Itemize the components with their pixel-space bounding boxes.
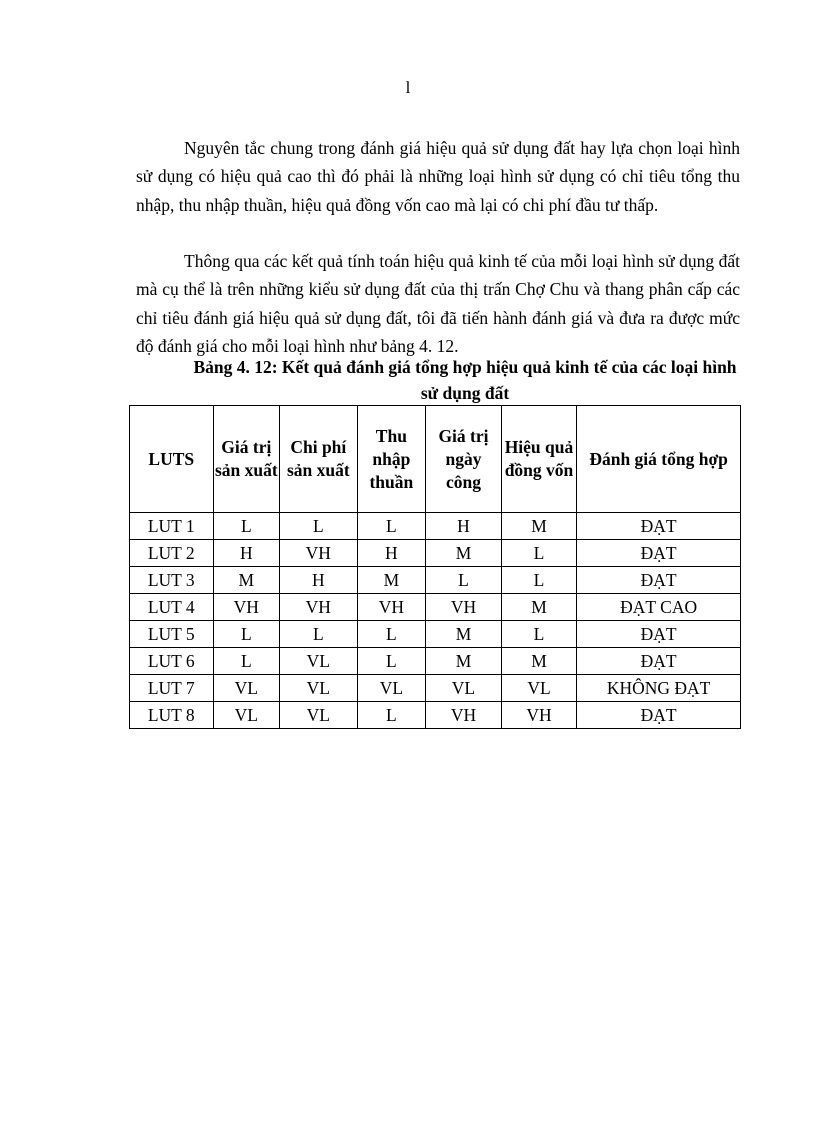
cell-production-value: VH [213,594,280,621]
cell-workday-value: M [426,540,502,567]
cell-workday-value: M [426,621,502,648]
cell-overall-assessment: ĐẠT [577,702,741,729]
cell-production-value: M [213,567,280,594]
table-header-row [130,406,741,513]
cell-lut: LUT 6 [130,648,214,675]
cell-production-value: L [213,648,280,675]
cell-production-value: VL [213,675,280,702]
cell-net-income: L [357,621,426,648]
cell-lut: LUT 7 [130,675,214,702]
table-row [130,594,741,621]
cell-capital-efficiency: L [501,540,577,567]
cell-capital-efficiency: VL [501,675,577,702]
cell-production-cost: VH [280,594,357,621]
cell-workday-value: L [426,567,502,594]
table-row [130,513,741,540]
cell-net-income: L [357,648,426,675]
cell-capital-efficiency: M [501,648,577,675]
table-row [130,567,741,594]
header-workday-value: Giá trị ngày công [426,406,502,513]
cell-capital-efficiency: L [501,567,577,594]
paragraph-evaluation: Thông qua các kết quả tính toán hiệu quả kinh tế của mỗi loại hình sử dụng đất mà cụ thể là trên những kiểu sử dụng đất của thị trấn Chợ Chu và thang phân cấp các chỉ tiêu đánh giá hiệu quả sử dụng đất, tôi đã tiến hành đánh giá và đưa ra được mức độ đánh giá cho mỗi loại hình như bảng 4. 12. [136,251,740,356]
cell-net-income: H [357,540,426,567]
cell-overall-assessment: ĐẠT [577,513,741,540]
cell-production-cost: L [280,513,357,540]
cell-lut: LUT 3 [130,567,214,594]
cell-workday-value: M [426,648,502,675]
cell-production-cost: VL [280,675,357,702]
cell-lut: LUT 8 [130,702,214,729]
cell-production-cost: VL [280,702,357,729]
cell-production-value: L [213,513,280,540]
table-row [130,648,741,675]
cell-workday-value: VH [426,594,502,621]
table-row [130,540,741,567]
header-net-income: Thu nhập thuần [357,406,426,513]
cell-production-cost: H [280,567,357,594]
cell-production-value: H [213,540,280,567]
header-luts: LUTS [130,406,214,513]
cell-capital-efficiency: M [501,594,577,621]
cell-overall-assessment: KHÔNG ĐẠT [577,675,741,702]
cell-capital-efficiency: M [501,513,577,540]
cell-lut: LUT 5 [130,621,214,648]
table-row [130,702,741,729]
header-capital-efficiency: Hiệu quả đồng vốn [501,406,577,513]
cell-overall-assessment: ĐẠT [577,540,741,567]
cell-overall-assessment: ĐẠT [577,648,741,675]
paragraph-principle: Nguyên tắc chung trong đánh giá hiệu quả sử dụng đất hay lựa chọn loại hình sử dụng có hiệu quả cao thì đó phải là những loại hình sử dụng có chỉ tiêu tổng thu nhập, thu nhập thuần, hiệu quả đồng vốn cao mà lại có chi phí đầu tư thấp. [136,138,740,215]
cell-capital-efficiency: VH [501,702,577,729]
cell-production-cost: VL [280,648,357,675]
cell-net-income: VL [357,675,426,702]
cell-workday-value: VH [426,702,502,729]
cell-production-value: VL [213,702,280,729]
table-row [130,621,741,648]
cell-overall-assessment: ĐẠT [577,621,741,648]
cell-capital-efficiency: L [501,621,577,648]
cell-production-cost: VH [280,540,357,567]
cell-lut: LUT 2 [130,540,214,567]
evaluation-table [129,405,741,729]
cell-overall-assessment: ĐẠT [577,567,741,594]
cell-workday-value: VL [426,675,502,702]
cell-overall-assessment: ĐẠT CAO [577,594,741,621]
cell-net-income: VH [357,594,426,621]
header-overall-assessment: Đánh giá tổng hợp [577,406,741,513]
cell-lut: LUT 1 [130,513,214,540]
cell-net-income: L [357,513,426,540]
cell-net-income: M [357,567,426,594]
cell-production-value: L [213,621,280,648]
header-production-value: Giá trị sản xuất [213,406,280,513]
cell-lut: LUT 4 [130,594,214,621]
cell-production-cost: L [280,621,357,648]
table-caption: Bảng 4. 12: Kết quả đánh giá tổng hợp hiệu quả kinh tế của các loại hình sử dụng đất [193,357,737,403]
cell-net-income: L [357,702,426,729]
table-row [130,675,741,702]
page-number: l [405,78,411,97]
header-production-cost: Chi phí sản xuất [280,406,357,513]
cell-workday-value: H [426,513,502,540]
